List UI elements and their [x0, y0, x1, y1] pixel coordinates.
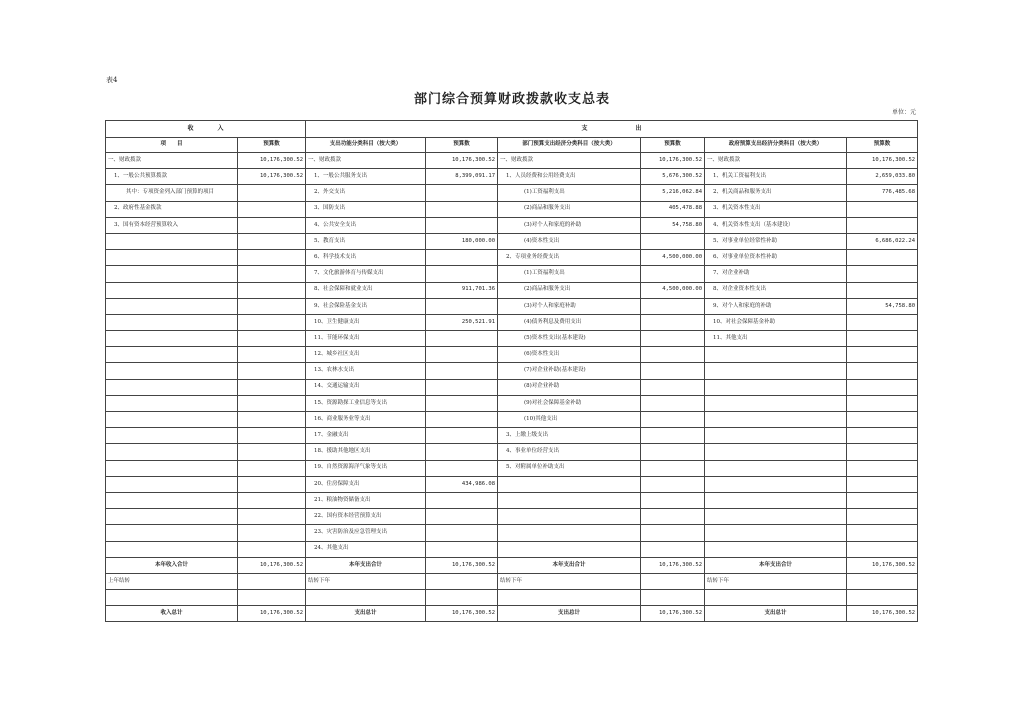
- income-budget-cell: [238, 525, 306, 541]
- dept-econ-item-cell: (2)商品和服务支出: [498, 201, 641, 217]
- income-item-cell: [106, 379, 238, 395]
- gov-econ-item-cell: 3、机关资本性支出: [705, 201, 847, 217]
- table-row: [106, 412, 918, 428]
- gov-econ-item-cell: [705, 379, 847, 395]
- income-budget-cell: [238, 217, 306, 233]
- dept-econ-budget-cell: [641, 525, 705, 541]
- dept-econ-budget-cell: [641, 460, 705, 476]
- header-row-2: [106, 138, 918, 153]
- income-budget-cell: [238, 412, 306, 428]
- dept-econ-item-cell: (7)对企业补助(基本建设): [498, 363, 641, 379]
- income-budget-cell: [238, 492, 306, 508]
- dept-econ-budget-cell: [641, 331, 705, 347]
- func-class-item-cell: 6、科学技术支出: [306, 250, 426, 266]
- income-item-cell: [106, 444, 238, 460]
- table-row: [106, 153, 918, 169]
- func-class-item-cell: 22、国有资本经营预算支出: [306, 509, 426, 525]
- dept-econ-item-cell: (4)债务利息及费用支出: [498, 314, 641, 330]
- income-budget-cell: [238, 541, 306, 557]
- gov-econ-budget-cell: 6,686,022.24: [847, 233, 918, 249]
- blank-cell: [705, 590, 847, 606]
- blank-cell: [426, 590, 498, 606]
- gov-econ-item-cell: [705, 428, 847, 444]
- income-budget-cell: [238, 460, 306, 476]
- income-budget-cell: [238, 314, 306, 330]
- income-budget-cell: [238, 266, 306, 282]
- func-class-budget-cell: [426, 509, 498, 525]
- func-class-budget-cell: [426, 460, 498, 476]
- func-class-item-cell: 5、教育支出: [306, 233, 426, 249]
- dept-econ-item-cell: [498, 492, 641, 508]
- dept-econ-item-cell: (5)资本性支出(基本建设): [498, 331, 641, 347]
- dept-econ-budget-cell: [641, 266, 705, 282]
- income-item-cell: [106, 298, 238, 314]
- income-grand-total-label: 收入总计: [106, 606, 238, 622]
- table-row: [106, 395, 918, 411]
- dept-econ-item-cell: (4)资本性支出: [498, 233, 641, 249]
- func-class-budget-cell: [426, 298, 498, 314]
- gov-econ-budget-cell: [847, 331, 918, 347]
- gov-econ-item-cell: 4、机关资本性支出（基本建设）: [705, 217, 847, 233]
- income-item-cell: [106, 525, 238, 541]
- func-class-budget-cell: 8,399,091.17: [426, 169, 498, 185]
- func-class-item-cell: 23、灾害防治及应急管理支出: [306, 525, 426, 541]
- dept-econ-item-cell: (9)对社会保障基金补助: [498, 395, 641, 411]
- income-budget-cell: [238, 395, 306, 411]
- dept-econ-budget-cell: [641, 492, 705, 508]
- table-row: [106, 525, 918, 541]
- income-item-cell: 1、一般公共预算拨款: [106, 169, 238, 185]
- func-class-budget-cell: [426, 444, 498, 460]
- expense-year-total-label-1: 本年支出合计: [306, 557, 426, 573]
- budget-summary-table: [105, 120, 918, 622]
- dept-econ-item-cell: (3)对个人和家庭补助: [498, 298, 641, 314]
- gov-econ-budget-cell: [847, 347, 918, 363]
- table-row: [106, 185, 918, 201]
- expense-grand-total-value-3: 10,176,300.52: [847, 606, 918, 622]
- gov-econ-item-cell: 7、对企业补助: [705, 266, 847, 282]
- gov-econ-budget-cell: [847, 282, 918, 298]
- dept-econ-budget-cell: [641, 412, 705, 428]
- gov-econ-budget-cell: [847, 314, 918, 330]
- gov-econ-budget-cell: 54,758.80: [847, 298, 918, 314]
- income-item-cell: [106, 233, 238, 249]
- gov-econ-budget-cell: [847, 201, 918, 217]
- grand-total-row: [106, 606, 918, 622]
- func-class-item-cell: 14、交通运输支出: [306, 379, 426, 395]
- expense-year-total-value-2: 10,176,300.52: [641, 557, 705, 573]
- income-item-cell: [106, 541, 238, 557]
- dept-econ-budget-cell: 4,500,000.00: [641, 250, 705, 266]
- gov-econ-budget-cell: [847, 525, 918, 541]
- dept-econ-budget-cell: [641, 509, 705, 525]
- dept-econ-item-cell: 5、对附属单位补助支出: [498, 460, 641, 476]
- income-item-cell: 一、财政拨款: [106, 153, 238, 169]
- gov-econ-item-cell: [705, 476, 847, 492]
- income-budget-cell: [238, 185, 306, 201]
- dept-econ-budget-cell: [641, 444, 705, 460]
- gov-econ-item-cell: 1、机关工资福利支出: [705, 169, 847, 185]
- func-class-item-cell: 24、其他支出: [306, 541, 426, 557]
- gov-econ-budget-cell: 776,485.68: [847, 185, 918, 201]
- income-budget-cell: [238, 379, 306, 395]
- income-item-cell: [106, 509, 238, 525]
- func-class-budget-cell: [426, 266, 498, 282]
- dept-econ-budget-cell: 5,676,300.52: [641, 169, 705, 185]
- gov-econ-item-cell: 5、对事业单位经常性补助: [705, 233, 847, 249]
- gov-econ-budget-cell: [847, 444, 918, 460]
- gov-econ-item-cell: [705, 347, 847, 363]
- carry-forward-label-3: 结转下年: [705, 573, 847, 589]
- gov-econ-item-cell: [705, 395, 847, 411]
- gov-econ-budget-cell: [847, 217, 918, 233]
- income-header: 收 入: [106, 121, 306, 138]
- func-class-item-cell: 7、文化旅游体育与传媒支出: [306, 266, 426, 282]
- dept-econ-class-header: 部门预算支出经济分类科目（按大类）: [498, 138, 641, 153]
- func-class-budget-cell: [426, 347, 498, 363]
- func-class-budget-cell: [426, 217, 498, 233]
- dept-econ-budget-cell: [641, 347, 705, 363]
- table-row: [106, 298, 918, 314]
- income-budget-cell: [238, 201, 306, 217]
- func-class-budget-cell: [426, 185, 498, 201]
- blank-cell: [106, 590, 238, 606]
- income-item-cell: 3、国有资本经营预算收入: [106, 217, 238, 233]
- gov-econ-item-cell: [705, 525, 847, 541]
- unit-label: 单位：元: [891, 109, 916, 116]
- table-row: [106, 541, 918, 557]
- func-class-item-cell: 4、公共安全支出: [306, 217, 426, 233]
- gov-econ-budget-cell: [847, 395, 918, 411]
- func-class-header: 支出功能分类科目（按大类）: [306, 138, 426, 153]
- dept-econ-item-cell: [498, 509, 641, 525]
- gov-econ-budget-cell: [847, 460, 918, 476]
- func-class-item-cell: 10、卫生健康支出: [306, 314, 426, 330]
- func-class-budget-cell: [426, 250, 498, 266]
- blank-cell: [306, 590, 426, 606]
- table-row: [106, 428, 918, 444]
- dept-econ-item-cell: (2)商品和服务支出: [498, 282, 641, 298]
- dept-econ-budget-cell: 54,758.80: [641, 217, 705, 233]
- expense-year-total-value-3: 10,176,300.52: [847, 557, 918, 573]
- table-row: [106, 363, 918, 379]
- income-item-cell: 其中：专项资金列入部门预算的项目: [106, 185, 238, 201]
- dept-econ-item-cell: 1、人员经费和公用经费支出: [498, 169, 641, 185]
- budget-header-3: 预算数: [641, 138, 705, 153]
- gov-econ-budget-cell: [847, 509, 918, 525]
- income-item-cell: [106, 460, 238, 476]
- gov-econ-budget-cell: 2,659,033.80: [847, 169, 918, 185]
- carry-forward-value-1: [426, 573, 498, 589]
- dept-econ-budget-cell: 10,176,300.52: [641, 153, 705, 169]
- income-budget-cell: [238, 347, 306, 363]
- table-row: [106, 460, 918, 476]
- blank-row: [106, 590, 918, 606]
- gov-econ-item-cell: [705, 509, 847, 525]
- income-budget-cell: [238, 298, 306, 314]
- func-class-budget-cell: [426, 201, 498, 217]
- blank-cell: [238, 590, 306, 606]
- expense-grand-total-label-2: 支出总计: [498, 606, 641, 622]
- income-item-cell: [106, 395, 238, 411]
- dept-econ-budget-cell: [641, 379, 705, 395]
- header-row-1: [106, 121, 918, 138]
- func-class-budget-cell: 10,176,300.52: [426, 153, 498, 169]
- table-row: [106, 282, 918, 298]
- func-class-item-cell: 1、一般公共服务支出: [306, 169, 426, 185]
- gov-econ-budget-cell: [847, 541, 918, 557]
- func-class-item-cell: 16、商业服务业等支出: [306, 412, 426, 428]
- func-class-budget-cell: 911,701.36: [426, 282, 498, 298]
- dept-econ-budget-cell: 4,500,000.00: [641, 282, 705, 298]
- func-class-item-cell: 21、粮油物资储备支出: [306, 492, 426, 508]
- table-row: [106, 444, 918, 460]
- income-item-cell: [106, 476, 238, 492]
- func-class-item-cell: 9、社会保险基金支出: [306, 298, 426, 314]
- income-budget-cell: [238, 250, 306, 266]
- gov-econ-item-cell: 8、对企业资本性支出: [705, 282, 847, 298]
- dept-econ-budget-cell: 405,478.88: [641, 201, 705, 217]
- gov-econ-budget-cell: [847, 428, 918, 444]
- carry-forward-value-2: [641, 573, 705, 589]
- gov-econ-item-cell: 6、对事业单位资本性补助: [705, 250, 847, 266]
- income-item-cell: [106, 266, 238, 282]
- gov-econ-item-cell: [705, 363, 847, 379]
- table-row: [106, 217, 918, 233]
- income-budget-cell: 10,176,300.52: [238, 153, 306, 169]
- income-item-cell: [106, 250, 238, 266]
- gov-econ-budget-cell: [847, 266, 918, 282]
- func-class-item-cell: 20、住房保障支出: [306, 476, 426, 492]
- income-item-cell: [106, 347, 238, 363]
- func-class-item-cell: 3、国防支出: [306, 201, 426, 217]
- gov-econ-budget-cell: [847, 379, 918, 395]
- func-class-item-cell: 11、节能环保支出: [306, 331, 426, 347]
- dept-econ-budget-cell: [641, 314, 705, 330]
- income-budget-cell: 10,176,300.52: [238, 169, 306, 185]
- table-row: [106, 233, 918, 249]
- gov-econ-item-cell: [705, 492, 847, 508]
- gov-econ-item-cell: [705, 541, 847, 557]
- budget-header-2: 预算数: [426, 138, 498, 153]
- blank-cell: [847, 590, 918, 606]
- carry-forward-label-1: 结转下年: [306, 573, 426, 589]
- dept-econ-budget-cell: [641, 476, 705, 492]
- expense-grand-total-label-1: 支出总计: [306, 606, 426, 622]
- dept-econ-item-cell: (3)对个人和家庭的补助: [498, 217, 641, 233]
- income-budget-cell: [238, 282, 306, 298]
- gov-econ-budget-cell: [847, 476, 918, 492]
- expense-year-total-label-3: 本年支出合计: [705, 557, 847, 573]
- income-item-cell: [106, 282, 238, 298]
- expense-grand-total-label-3: 支出总计: [705, 606, 847, 622]
- table-row: [106, 347, 918, 363]
- func-class-budget-cell: [426, 379, 498, 395]
- func-class-budget-cell: [426, 492, 498, 508]
- gov-econ-item-cell: 一、财政拨款: [705, 153, 847, 169]
- table-row: [106, 509, 918, 525]
- income-budget-cell: [238, 363, 306, 379]
- income-item-cell: [106, 314, 238, 330]
- table-row: [106, 331, 918, 347]
- func-class-item-cell: 18、援助其他地区支出: [306, 444, 426, 460]
- gov-econ-item-cell: 10、对社会保障基金补助: [705, 314, 847, 330]
- dept-econ-item-cell: (8)对企业补助: [498, 379, 641, 395]
- gov-econ-budget-cell: 10,176,300.52: [847, 153, 918, 169]
- income-budget-cell: [238, 331, 306, 347]
- income-budget-cell: [238, 444, 306, 460]
- gov-econ-item-cell: [705, 412, 847, 428]
- dept-econ-budget-cell: [641, 395, 705, 411]
- dept-econ-item-cell: 2、专项业务经费支出: [498, 250, 641, 266]
- income-budget-cell: [238, 509, 306, 525]
- dept-econ-budget-cell: [641, 541, 705, 557]
- expense-grand-total-value-1: 10,176,300.52: [426, 606, 498, 622]
- dept-econ-item-cell: [498, 476, 641, 492]
- dept-econ-item-cell: (1)工资福利支出: [498, 185, 641, 201]
- func-class-budget-cell: 434,986.08: [426, 476, 498, 492]
- gov-econ-item-cell: 2、机关商品和服务支出: [705, 185, 847, 201]
- income-budget-cell: [238, 233, 306, 249]
- carry-forward-value-3: [847, 573, 918, 589]
- dept-econ-item-cell: 4、事业单位经营支出: [498, 444, 641, 460]
- func-class-budget-cell: [426, 525, 498, 541]
- income-budget-cell: [238, 476, 306, 492]
- year-total-row: [106, 557, 918, 573]
- income-budget-cell: [238, 428, 306, 444]
- func-class-budget-cell: [426, 395, 498, 411]
- income-item-cell: [106, 363, 238, 379]
- income-item-cell: [106, 428, 238, 444]
- func-class-item-cell: 一、财政拨款: [306, 153, 426, 169]
- income-year-total-label: 本年收入合计: [106, 557, 238, 573]
- func-class-budget-cell: 250,521.91: [426, 314, 498, 330]
- gov-econ-item-cell: [705, 460, 847, 476]
- dept-econ-item-cell: (10)其他支出: [498, 412, 641, 428]
- dept-econ-budget-cell: [641, 233, 705, 249]
- dept-econ-budget-cell: [641, 428, 705, 444]
- table-row: [106, 169, 918, 185]
- table-row: [106, 379, 918, 395]
- func-class-item-cell: 2、外交支出: [306, 185, 426, 201]
- expense-header: 支 出: [306, 121, 918, 138]
- func-class-budget-cell: [426, 331, 498, 347]
- table-row: [106, 266, 918, 282]
- dept-econ-item-cell: [498, 541, 641, 557]
- func-class-item-cell: 13、农林水支出: [306, 363, 426, 379]
- income-grand-total-value: 10,176,300.52: [238, 606, 306, 622]
- prev-carryover-label: 上年结转: [106, 573, 238, 589]
- dept-econ-budget-cell: 5,216,062.84: [641, 185, 705, 201]
- dept-econ-item-cell: 3、上缴上级支出: [498, 428, 641, 444]
- dept-econ-item-cell: 一、财政拨款: [498, 153, 641, 169]
- table-row: [106, 250, 918, 266]
- gov-econ-item-cell: 9、对个人和家庭的补助: [705, 298, 847, 314]
- func-class-budget-cell: [426, 541, 498, 557]
- gov-econ-class-header: 政府预算支出经济分类科目（按大类）: [705, 138, 847, 153]
- gov-econ-budget-cell: [847, 250, 918, 266]
- carryover-row: [106, 573, 918, 589]
- gov-econ-item-cell: 11、其他支出: [705, 331, 847, 347]
- func-class-item-cell: 8、社会保障和就业支出: [306, 282, 426, 298]
- func-class-item-cell: 19、自然资源海洋气象等支出: [306, 460, 426, 476]
- func-class-budget-cell: [426, 412, 498, 428]
- func-class-budget-cell: [426, 363, 498, 379]
- item-header: 项 目: [106, 138, 238, 153]
- dept-econ-item-cell: (1)工资福利支出: [498, 266, 641, 282]
- income-item-cell: [106, 331, 238, 347]
- func-class-item-cell: 17、金融支出: [306, 428, 426, 444]
- gov-econ-budget-cell: [847, 363, 918, 379]
- blank-cell: [641, 590, 705, 606]
- prev-carryover-value: [238, 573, 306, 589]
- expense-year-total-label-2: 本年支出合计: [498, 557, 641, 573]
- income-item-cell: [106, 412, 238, 428]
- income-item-cell: [106, 492, 238, 508]
- carry-forward-label-2: 结转下年: [498, 573, 641, 589]
- expense-grand-total-value-2: 10,176,300.52: [641, 606, 705, 622]
- income-item-cell: 2、政府性基金拨款: [106, 201, 238, 217]
- page-title: 部门综合预算财政拨款收支总表: [413, 92, 610, 107]
- table-row: [106, 492, 918, 508]
- table-row: [106, 201, 918, 217]
- budget-header-1: 预算数: [238, 138, 306, 153]
- gov-econ-item-cell: [705, 444, 847, 460]
- expense-year-total-value-1: 10,176,300.52: [426, 557, 498, 573]
- income-year-total-value: 10,176,300.52: [238, 557, 306, 573]
- table-row: [106, 314, 918, 330]
- gov-econ-budget-cell: [847, 492, 918, 508]
- budget-header-4: 预算数: [847, 138, 918, 153]
- dept-econ-budget-cell: [641, 298, 705, 314]
- func-class-budget-cell: 180,000.00: [426, 233, 498, 249]
- table-number: 表4: [106, 76, 118, 84]
- func-class-budget-cell: [426, 428, 498, 444]
- blank-cell: [498, 590, 641, 606]
- dept-econ-item-cell: (6)资本性支出: [498, 347, 641, 363]
- gov-econ-budget-cell: [847, 412, 918, 428]
- func-class-item-cell: 12、城乡社区支出: [306, 347, 426, 363]
- dept-econ-budget-cell: [641, 363, 705, 379]
- func-class-item-cell: 15、资源勘探工业信息等支出: [306, 395, 426, 411]
- table-row: [106, 476, 918, 492]
- dept-econ-item-cell: [498, 525, 641, 541]
